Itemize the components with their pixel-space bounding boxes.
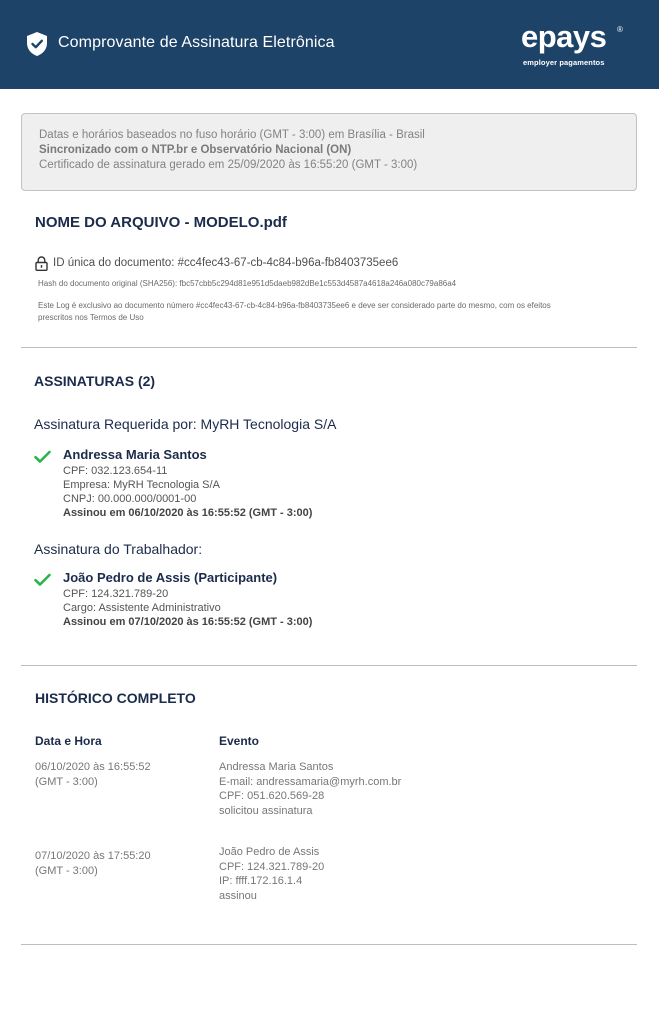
history-event-line: IP: ffff.172.16.1.4 (219, 875, 303, 887)
signer-cnpj: CNPJ: 00.000.000/0001-00 (63, 493, 197, 505)
signer-details (63, 569, 312, 629)
history-event-line: solicitou assinatura (219, 804, 313, 817)
column-header-event: Evento (219, 734, 260, 748)
history-timezone: (GMT - 3:00) (35, 775, 98, 788)
check-icon (34, 450, 51, 464)
document-unique-id: ID única do documento: #cc4fec43-67-cb-4c84-b96a-fb8403735ee6 (53, 257, 399, 269)
history-date-cell (35, 760, 151, 789)
history-event-line: Andressa Maria Santos (219, 761, 334, 773)
signer-role: Cargo: Assistente Administrativo (63, 602, 221, 614)
worker-signature-label: Assinatura do Trabalhador: (34, 541, 203, 557)
file-name: NOME DO ARQUIVO - MODELO.pdf (35, 214, 287, 231)
history-event-line: CPF: 124.321.789-20 (219, 860, 325, 873)
log-note: Este Log é exclusivo ao documento número #cc4fec43-67-cb-4c84-b96a-fb8403735ee6 e deve ser considerado parte do mesmo, com os efeitos prescritos nos Termos de Uso (38, 301, 551, 322)
header-bar (0, 0, 659, 89)
page-title: Comprovante de Assinatura Eletrônica (58, 34, 335, 51)
history-event-line: João Pedro de Assis (219, 846, 320, 858)
divider (21, 665, 637, 666)
timezone-line: Datas e horários baseados no fuso horário (GMT - 3:00) em Brasília - Brasil (39, 129, 425, 141)
signer-signed-at: Assinou em 07/10/2020 às 16:55:52 (GMT - 3:00) (63, 616, 313, 628)
certificate-generated-line: Certificado de assinatura gerado em 25/09/2020 às 16:55:20 (GMT - 3:00) (39, 159, 418, 171)
requested-by-label: Assinatura Requerida por: MyRH Tecnologia S/A (34, 416, 337, 432)
brand-registered-mark: ® (617, 25, 623, 34)
check-icon (34, 573, 51, 587)
signer-signed-at: Assinou em 06/10/2020 às 16:55:52 (GMT - 3:00) (63, 507, 313, 519)
signer-company: Empresa: MyRH Tecnologia S/A (63, 479, 220, 491)
history-date: 07/10/2020 às 17:55:20 (35, 850, 151, 862)
divider (21, 347, 637, 348)
epays-logo (521, 19, 627, 68)
brand-tagline: employer pagamentos (523, 58, 605, 67)
signer-cpf: CPF: 124.321.789-20 (63, 588, 169, 600)
timezone-info-box (21, 113, 637, 191)
history-event-line: CPF: 051.620.569-28 (219, 790, 325, 802)
signer-name: Andressa Maria Santos (63, 447, 207, 462)
history-title: HISTÓRICO COMPLETO (35, 690, 196, 706)
signatures-title: ASSINATURAS (2) (34, 373, 156, 389)
shield-check-icon (27, 32, 47, 56)
history-event-line: E-mail: andressamaria@myrh.com.br (219, 775, 402, 788)
history-event-line: assinou (219, 889, 257, 902)
history-timezone: (GMT - 3:00) (35, 864, 98, 877)
history-event-cell (219, 845, 324, 903)
history-date-cell (35, 849, 151, 878)
divider (21, 944, 637, 945)
brand-name: epays (521, 19, 607, 54)
signer-details (63, 446, 312, 520)
lock-icon (35, 256, 48, 271)
signer-cpf: CPF: 032.123.654-11 (63, 465, 168, 477)
history-date: 06/10/2020 às 16:55:52 (35, 761, 151, 773)
document-hash: Hash do documento original (SHA256): fbc57cbb5c294d81e951d5daeb982dBe1c553d4587a4618a246a080c79a86a4 (38, 279, 457, 288)
history-event-cell (219, 760, 401, 818)
sync-line: Sincronizado com o NTP.br e Observatório Nacional (ON) (39, 144, 352, 156)
column-header-date: Data e Hora (35, 734, 102, 748)
signer-name: João Pedro de Assis (Participante) (63, 570, 278, 585)
